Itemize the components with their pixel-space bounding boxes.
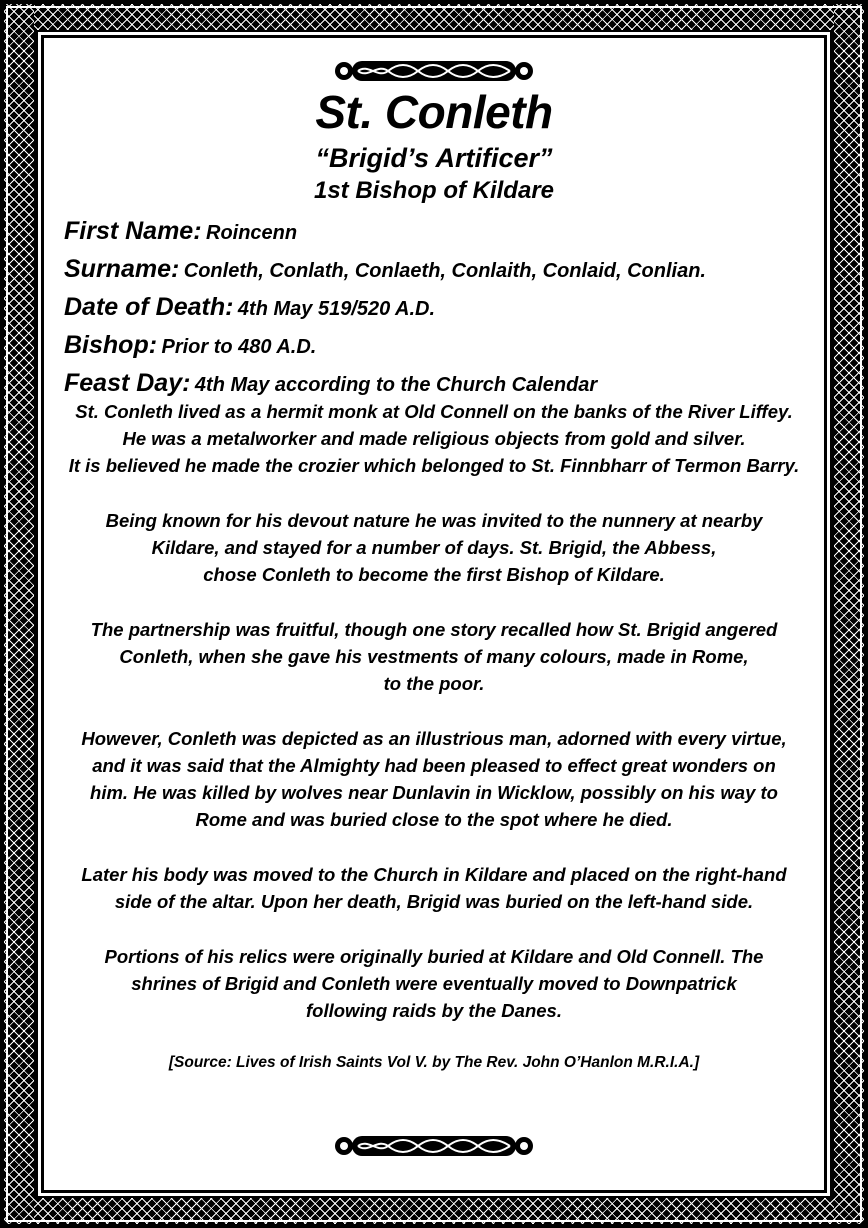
fact-value: Roincenn <box>206 222 298 244</box>
fact-bishop <box>64 328 814 366</box>
paragraph-partnership <box>48 616 820 697</box>
fact-label: First Name: <box>64 217 202 245</box>
fact-date-of-death <box>64 290 814 328</box>
paragraph-line: Conleth, when she gave his vestments of many colours, made in Rome, <box>119 646 749 667</box>
paragraph-line: Portions of his relics were originally buried at Kildare and Old Connell. The <box>104 946 764 967</box>
paragraph-line: St. Conleth lived as a hermit monk at Old Connell on the banks of the River Liffey. <box>75 401 793 422</box>
paragraph-line: side of the altar. Upon her death, Brigid was buried on the left-hand side. <box>114 891 754 912</box>
paragraph-line: him. He was killed by wolves near Dunlavin in Wicklow, possibly on his way to <box>90 782 778 803</box>
facts-list <box>64 214 814 404</box>
fact-surname <box>64 252 814 290</box>
heading-block <box>44 84 824 206</box>
paragraph-line: Being known for his devout nature he was invited to the nunnery at nearby <box>105 510 763 531</box>
paragraph-line: chose Conleth to become the first Bishop of Kildare. <box>203 564 665 585</box>
page-title: St. Conleth <box>315 86 553 138</box>
paragraph-bishop <box>48 507 820 588</box>
fact-label: Surname: <box>64 255 180 283</box>
paragraph-line: However, Conleth was depicted as an illustrious man, adorned with every virtue, <box>81 728 787 749</box>
paragraph-line: following raids by the Danes. <box>306 1000 562 1021</box>
paragraph-line: Later his body was moved to the Church in Kildare and placed on the right-hand <box>81 864 787 885</box>
fact-value: 4th May according to the Church Calendar <box>194 374 598 396</box>
fact-label: Date of Death: <box>64 293 234 321</box>
fact-value: Conleth, Conlath, Conlaeth, Conlaith, Conlaid, Conlian. <box>183 260 706 282</box>
page-subtitle-role: 1st Bishop of Kildare <box>313 177 555 204</box>
paragraph-death <box>48 725 820 833</box>
fact-label: Bishop: <box>64 331 158 359</box>
celtic-border-bottom <box>4 1198 864 1224</box>
page-subtitle: “Brigid’s Artificer” <box>315 143 553 173</box>
source-citation: [Source: Lives of Irish Saints Vol V. by The Rev. John O’Hanlon M.R.I.A.] <box>168 1054 700 1071</box>
celtic-border-left <box>4 4 34 1224</box>
celtic-knot-ornament-top <box>334 58 534 84</box>
celtic-border-top <box>4 4 864 30</box>
biography <box>48 398 820 1090</box>
fact-label: Feast Day: <box>64 369 191 397</box>
paragraph-line: Kildare, and stayed for a number of days. St. Brigid, the Abbess, <box>151 537 717 558</box>
paragraph-hermit <box>48 398 820 479</box>
paragraph-line: The partnership was fruitful, though one story recalled how St. Brigid angered <box>90 619 778 640</box>
paragraph-line: shrines of Brigid and Conleth were eventually moved to Downpatrick <box>131 973 737 994</box>
paragraph-burial <box>48 861 820 915</box>
celtic-knot-ornament-bottom <box>334 1133 534 1159</box>
paragraph-line: to the poor. <box>383 673 485 694</box>
celtic-border-right <box>834 4 864 1224</box>
fact-value: Prior to 480 A.D. <box>161 336 317 358</box>
paragraph-relics <box>48 943 820 1024</box>
paragraph-line: and it was said that the Almighty had been pleased to effect great wonders on <box>92 755 776 776</box>
paragraph-line: Rome and was buried close to the spot where he died. <box>195 809 673 830</box>
paragraph-line: He was a metalworker and made religious objects from gold and silver. <box>122 428 746 449</box>
text-panel <box>44 38 824 1190</box>
fact-value: 4th May 519/520 A.D. <box>237 298 436 320</box>
fact-first-name <box>64 214 814 252</box>
paragraph-line: It is believed he made the crozier which belonged to St. Finnbharr of Termon Barry. <box>68 455 800 476</box>
